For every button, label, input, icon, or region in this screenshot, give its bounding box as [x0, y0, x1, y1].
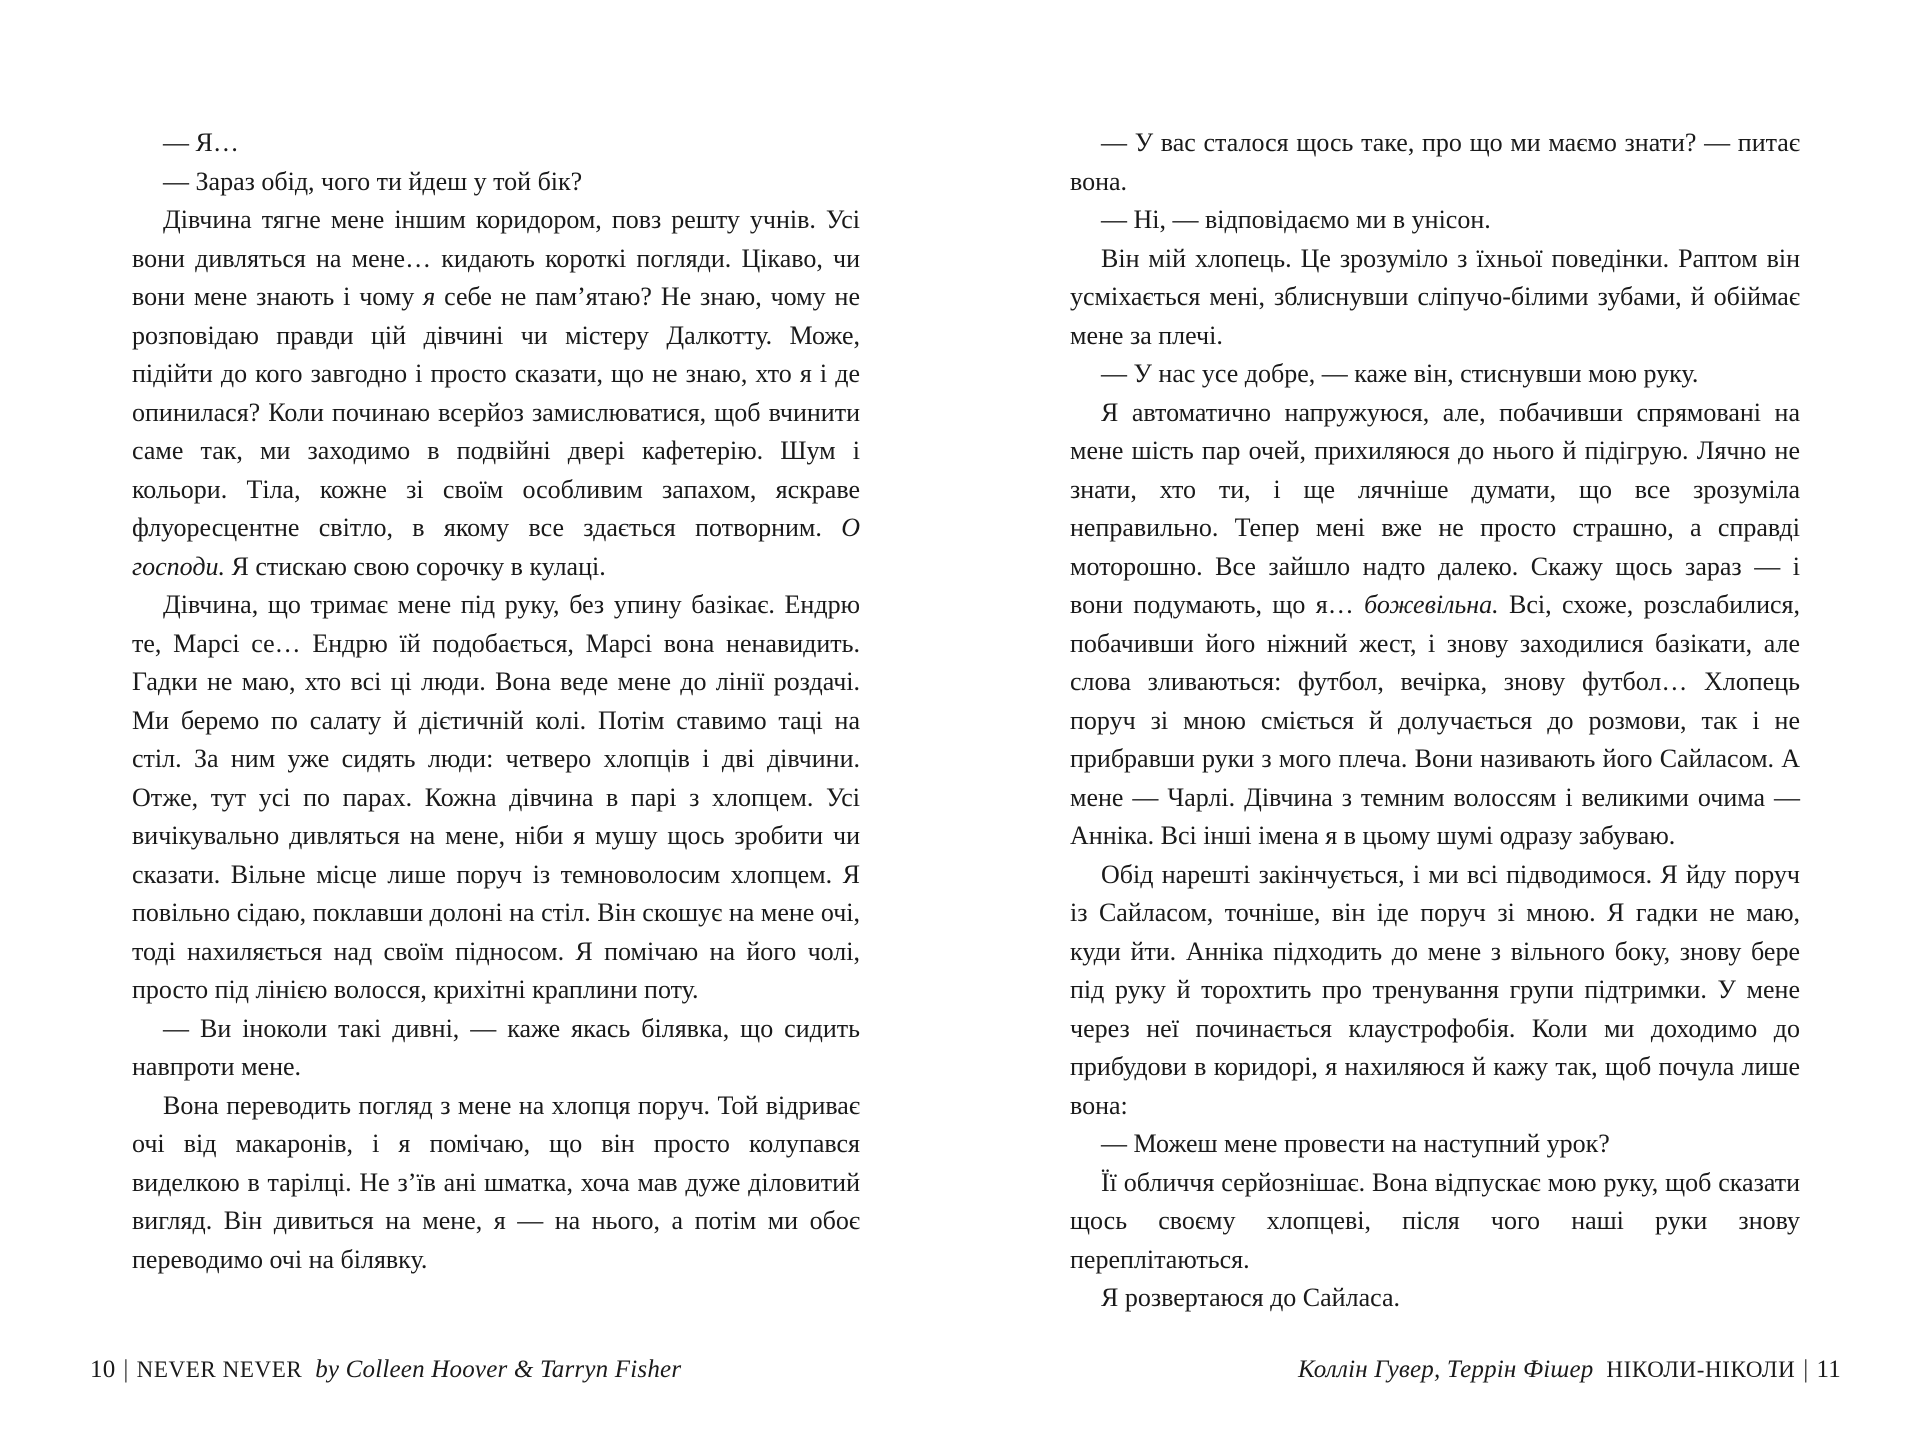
paragraph: — Я… — [163, 128, 239, 157]
paragraph: Вона переводить погляд з мене на хлопця поруч. Той відриває очі від макаронів, і я помічаю, що він просто колупався виделкою в тарілці. Не з’їв ані шматка, хоча мав дуже діловитий вигляд. Він дивиться на мене, я — на нього, а потім ми обоє переводимо очі на білявку. — [132, 1090, 860, 1274]
right-page-footer — [1298, 1354, 1841, 1386]
paragraph: Її обличчя серйознішає. Вона відпускає мою руку, щоб сказати щось своєму хлопцеві, після чого наші руки знову переплітаються. — [1070, 1167, 1800, 1274]
paragraph: Він мій хлопець. Це зрозуміло з їхньої поведінки. Раптом він усміхається мені, зблиснувши сліпучо-білими зубами, й обіймає мене за плечі. — [1070, 243, 1800, 350]
emphasis: О господи. — [132, 513, 860, 581]
footer-separator: | — [123, 1356, 129, 1383]
paragraph: Дівчина, що тримає мене під руку, без упину базікає. Ендрю те, Марсі се… Ендрю їй подобається, Марсі вона ненавидить. Гадки не маю, хто всі ці люди. Вона веде мене до лінії роздачі. Ми беремо по салату й дієтичній колі. Потім ставимо таці на стіл. За ним уже сидять люди: четверо хлопців і дві дівчини. Отже, тут усі по парах. Кожна дівчина в парі з хлопцем. Усі вичікувально дивляться на мене, ніби я мушу щось зробити чи сказати. Вільне місце лише поруч із темноволосим хлопцем. Я повільно сідаю, поклавши долоні на стіл. Він скошує на мене очі, тоді нахиляється над своїм підносом. Я помічаю на його чолі, просто під лінією волосся, крихітні краплини поту. — [132, 590, 860, 1004]
page-number: 10 — [90, 1356, 116, 1383]
paragraph: Я розвертаюся до Сайласа. — [1101, 1283, 1401, 1312]
book-authors: by Colleen Hoover & Tarryn Fisher — [315, 1356, 682, 1383]
page-number: 11 — [1816, 1356, 1841, 1383]
book-authors: Коллін Гувер, Террін Фішер — [1297, 1356, 1594, 1383]
paragraph: — Ні, — відповідаємо ми в унісон. — [1101, 205, 1491, 234]
emphasis: я — [423, 282, 436, 311]
paragraph: — У вас сталося щось таке, про що ми маємо знати? — питає вона. — [1070, 128, 1800, 196]
footer-separator: | — [1803, 1356, 1809, 1383]
paragraph: Я автоматично напружуюся, але, побачивши спрямовані на мене шість пар очей, прихиляюся до нього й підігрую. Лячно не знати, хто ти, і ще лячніше думати, що все зрозуміла неправильно. Тепер мені вже не просто страшно, а справді моторошно. Все зайшло надто далеко. Скажу щось зараз — і вони подумають, що я… божевільна. Всі, схоже, розслабилися, побачивши його ніжний жест, і знову заходилися базікати, але слова зливаються: футбол, вечірка, знову футбол… Хлопець поруч зі мною сміється й долучається до розмови, так і не прибравши руки з мого плеча. Вони називають його Сайласом. А мене — Чарлі. Дівчина з темним волоссям і великими очима — Анніка. Всі інші імена я в цьому шумі одразу забуваю. — [1070, 397, 1800, 850]
paragraph: Обід нарешті закінчується, і ми всі підводимося. Я йду поруч із Сайласом, точніше, він іде поруч зі мною. Я гадки не маю, куди йти. Анніка підходить до мене з вільного боку, знову бере під руку й торохтить про тренування групи підтримки. У мене через неї починається клаустрофобія. Коли ми доходимо до прибудови в коридорі, я нахиляюся й кажу так, щоб почула лише вона: — [1070, 859, 1800, 1120]
left-page-footer — [90, 1354, 681, 1386]
book-title: NEVER NEVER — [136, 1357, 303, 1382]
paragraph: Дівчина тягне мене іншим коридором, повз решту учнів. Усі вони дивляться на мене… кидають короткі погляди. Цікаво, чи вони мене знають і чому я себе не пам’ятаю? Не знаю, чому не розповідаю правди цій дівчині чи містеру Далкотту. Може, підійти до кого завгодно і просто сказати, що не знаю, хто я і де опинилася? Коли починаю всерйоз замислюватися, щоб вчинити саме так, ми заходимо в подвійні двері кафетерію. Шум і кольори. Тіла, кожне зі своїм особливим запахом, яскраве флуоресцентне світло, в якому все здається потворним. О господи. Я стискаю свою сорочку в кулаці. — [132, 205, 860, 581]
emphasis: божевільна. — [1364, 590, 1499, 619]
paragraph: — Зараз обід, чого ти йдеш у той бік? — [163, 166, 583, 196]
book-title: НІКОЛИ-НІКОЛИ — [1606, 1357, 1796, 1382]
paragraph: — Можеш мене провести на наступний урок? — [1101, 1129, 1610, 1158]
right-page-body — [1070, 124, 1800, 1318]
left-page-body — [132, 124, 860, 1279]
paragraph: — У нас усе добре, — каже він, стиснувши мою руку. — [1101, 359, 1699, 388]
right-page — [960, 0, 1920, 1440]
paragraph: — Ви іноколи такі дивні, — каже якась білявка, що сидить навпроти мене. — [132, 1013, 860, 1081]
